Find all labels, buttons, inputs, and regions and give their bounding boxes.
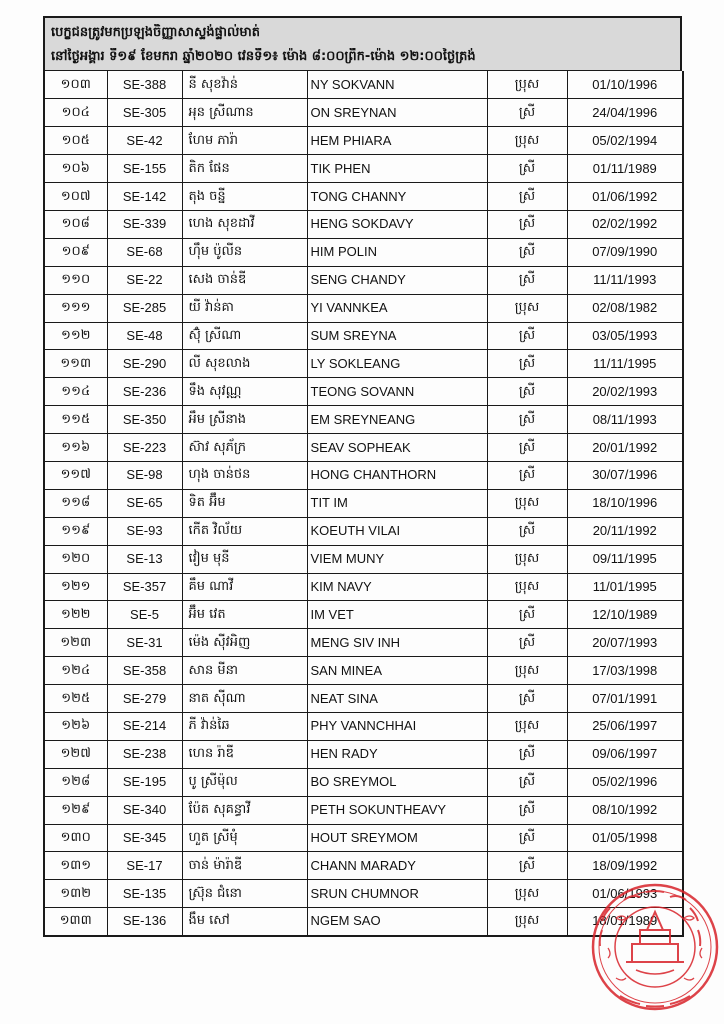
name-latin: CHANN MARADY [307,852,487,880]
candidate-code: SE-290 [107,350,182,378]
row-index: ១០៧ [44,183,107,211]
name-latin: IM VET [307,601,487,629]
name-khmer: បូ ស្រីម៉ុល [182,768,307,796]
sex: ស្រី [487,322,567,350]
table-row [44,712,683,740]
candidate-code: SE-22 [107,266,182,294]
date-of-birth: 01/06/1993 [567,880,683,908]
row-index: ១២៥ [44,685,107,713]
candidate-code: SE-357 [107,573,182,601]
date-of-birth: 18/09/1992 [567,852,683,880]
name-khmer: កើត វិល័យ [182,517,307,545]
name-khmer: ម៉េង ស៊ីវអិញ [182,629,307,657]
candidate-code: SE-238 [107,740,182,768]
date-of-birth: 01/06/1992 [567,183,683,211]
name-latin: HONG CHANTHORN [307,461,487,489]
row-index: ១៣១ [44,852,107,880]
date-of-birth: 05/02/1996 [567,768,683,796]
name-khmer: គឹម ណាវី [182,573,307,601]
row-index: ១២០ [44,545,107,573]
name-khmer: ប៉ែត សុគន្ធាវី [182,796,307,824]
row-index: ១១២ [44,322,107,350]
name-khmer: ហែម ភារ៉ា [182,127,307,155]
row-index: ១២១ [44,573,107,601]
sex: ស្រី [487,434,567,462]
name-latin: SAN MINEA [307,657,487,685]
candidate-code: SE-214 [107,712,182,740]
date-of-birth: 20/01/1992 [567,434,683,462]
table-row [44,99,683,127]
name-latin: BO SREYMOL [307,768,487,796]
sex: ប្រុស [487,545,567,573]
date-of-birth: 30/07/1996 [567,461,683,489]
name-khmer: ហ៊ឹម ប៉ូលីន [182,238,307,266]
sex: ស្រី [487,796,567,824]
name-khmer: ចាន់ ម៉ារ៉ាឌី [182,852,307,880]
sex: ប្រុស [487,573,567,601]
name-latin: KOEUTH VILAI [307,517,487,545]
row-index: ១០៦ [44,155,107,183]
name-khmer: ស្រ៊ុន ជំនោ [182,880,307,908]
date-of-birth: 20/02/1993 [567,378,683,406]
sex: ស្រី [487,378,567,406]
name-latin: HEM PHIARA [307,127,487,155]
name-latin: SUM SREYNA [307,322,487,350]
name-khmer: ស៊ាវ សុភ័ក្រ [182,434,307,462]
table-row [44,824,683,852]
title-line-1: បេក្ខជនត្រូវមកប្រឡងចិញ្ញាសាស្ទង់ផ្ទាល់មាត់ [51,25,261,40]
name-khmer: ហួត ស្រីមុំ [182,824,307,852]
date-of-birth: 20/11/1992 [567,517,683,545]
row-index: ១២៩ [44,796,107,824]
table-row [44,629,683,657]
sex: ស្រី [487,629,567,657]
candidate-table-body [44,71,683,936]
name-latin: NGEM SAO [307,908,487,936]
row-index: ១០៣ [44,71,107,99]
row-index: ១១៨ [44,489,107,517]
name-khmer: វៀម មុនី [182,545,307,573]
date-of-birth: 17/03/1998 [567,657,683,685]
name-latin: HOUT SREYMOM [307,824,487,852]
sex: ស្រី [487,601,567,629]
table-row [44,294,683,322]
name-latin: TONG CHANNY [307,183,487,211]
candidate-table [43,71,684,937]
table-row [44,796,683,824]
sex: ស្រី [487,155,567,183]
date-of-birth: 05/02/1994 [567,127,683,155]
name-khmer: ស៊ុំ ស្រីណា [182,322,307,350]
name-khmer: យី វ៉ាន់គា [182,294,307,322]
date-of-birth: 24/04/1996 [567,99,683,127]
candidate-code: SE-388 [107,71,182,99]
name-latin: PHY VANNCHHAI [307,712,487,740]
sex: ស្រី [487,768,567,796]
row-index: ១០៩ [44,238,107,266]
row-index: ១០៤ [44,99,107,127]
row-index: ១១១ [44,294,107,322]
date-of-birth: 25/06/1997 [567,712,683,740]
date-of-birth: 01/11/1989 [567,155,683,183]
table-row [44,406,683,434]
candidate-code: SE-305 [107,99,182,127]
candidate-code: SE-223 [107,434,182,462]
sex: ស្រី [487,852,567,880]
candidate-code: SE-236 [107,378,182,406]
name-khmer: អុន ស្រីណាន [182,99,307,127]
name-latin: EM SREYNEANG [307,406,487,434]
date-of-birth: 07/01/1991 [567,685,683,713]
date-of-birth: 20/07/1993 [567,629,683,657]
table-row [44,573,683,601]
name-khmer: សាន មីនា [182,657,307,685]
name-khmer: តុង ចន្នី [182,183,307,211]
table-row [44,461,683,489]
sex: ប្រុស [487,294,567,322]
sex: ស្រី [487,99,567,127]
date-of-birth: 07/09/1990 [567,238,683,266]
candidate-code: SE-42 [107,127,182,155]
name-khmer: តិក ផែន [182,155,307,183]
row-index: ១១៥ [44,406,107,434]
row-index: ១២៦ [44,712,107,740]
row-index: ១២៧ [44,740,107,768]
row-index: ១៣៣ [44,908,107,936]
candidate-code: SE-155 [107,155,182,183]
row-index: ១១៣ [44,350,107,378]
row-index: ១២៨ [44,768,107,796]
table-row [44,155,683,183]
table-row [44,852,683,880]
name-latin: SEAV SOPHEAK [307,434,487,462]
date-of-birth: 11/11/1993 [567,266,683,294]
sex: ប្រុស [487,712,567,740]
name-khmer: អឹម ស្រីនាង [182,406,307,434]
row-index: ១២៤ [44,657,107,685]
name-latin: PETH SOKUNTHEAVY [307,796,487,824]
candidate-code: SE-31 [107,629,182,657]
candidate-code: SE-93 [107,517,182,545]
sex: ប្រុស [487,71,567,99]
date-of-birth: 08/10/1992 [567,796,683,824]
table-row [44,768,683,796]
name-khmer: ហេង សុខដាវី [182,210,307,238]
name-khmer: នាត ស៊ីណា [182,685,307,713]
candidate-code: SE-279 [107,685,182,713]
date-of-birth: 03/05/1993 [567,322,683,350]
table-row [44,685,683,713]
table-row [44,378,683,406]
sex: ស្រី [487,517,567,545]
candidate-code: SE-5 [107,601,182,629]
name-latin: SRUN CHUMNOR [307,880,487,908]
name-latin: HIM POLIN [307,238,487,266]
date-of-birth: 01/05/1998 [567,824,683,852]
name-latin: TIT IM [307,489,487,517]
sex: ប្រុស [487,489,567,517]
name-latin: VIEM MUNY [307,545,487,573]
sex: ស្រី [487,406,567,434]
name-khmer: ហុង ចាន់ថន [182,461,307,489]
date-of-birth: 02/08/1982 [567,294,683,322]
table-row [44,657,683,685]
date-of-birth: 09/11/1995 [567,545,683,573]
name-latin: HENG SOKDAVY [307,210,487,238]
row-index: ១០៨ [44,210,107,238]
candidate-code: SE-340 [107,796,182,824]
row-index: ១១៧ [44,461,107,489]
row-index: ១១៤ [44,378,107,406]
date-of-birth: 11/01/1995 [567,573,683,601]
row-index: ១១០ [44,266,107,294]
date-of-birth: 18/10/1996 [567,489,683,517]
name-latin: YI VANNKEA [307,294,487,322]
name-latin: LY SOKLEANG [307,350,487,378]
candidate-code: SE-13 [107,545,182,573]
table-row [44,127,683,155]
date-of-birth: 01/10/1996 [567,71,683,99]
name-khmer: លី សុខលាង [182,350,307,378]
date-of-birth: 02/02/1992 [567,210,683,238]
sex: ប្រុស [487,880,567,908]
sex: ប្រុស [487,657,567,685]
candidate-code: SE-136 [107,908,182,936]
sex: ស្រី [487,461,567,489]
table-row [44,238,683,266]
sex: ស្រី [487,238,567,266]
sex: ស្រី [487,740,567,768]
candidate-code: SE-48 [107,322,182,350]
name-latin: HEN RADY [307,740,487,768]
sex: ស្រី [487,350,567,378]
table-row [44,545,683,573]
name-khmer: សេង ចាន់ឌី [182,266,307,294]
name-khmer: អ៊ឹម វេត [182,601,307,629]
title-line-2: នៅថ្ងៃអង្គារ ទី១៩ ខែមករា ឆ្នាំ២០២០ វេនទី១៖ ម៉ោង ៨:០០ព្រឹក-ម៉ោង ១២:០០ថ្ងៃត្រង់ [51,49,476,64]
row-index: ១២៣ [44,629,107,657]
name-latin: TIK PHEN [307,155,487,183]
table-row [44,434,683,462]
name-latin: NEAT SINA [307,685,487,713]
name-latin: NY SOKVANN [307,71,487,99]
table-row [44,266,683,294]
candidate-code: SE-17 [107,852,182,880]
candidate-code: SE-135 [107,880,182,908]
candidate-code: SE-68 [107,238,182,266]
candidate-code: SE-339 [107,210,182,238]
table-row [44,601,683,629]
table-row [44,183,683,211]
row-index: ១៣០ [44,824,107,852]
table-row [44,210,683,238]
name-latin: TEONG SOVANN [307,378,487,406]
row-index: ១១៩ [44,517,107,545]
table-row [44,517,683,545]
row-index: ១០៥ [44,127,107,155]
candidate-code: SE-285 [107,294,182,322]
title-banner [43,16,682,71]
name-khmer: នី សុខវ៉ាន់ [182,71,307,99]
name-khmer: ភី វ៉ាន់ឆៃ [182,712,307,740]
sex: ប្រុស [487,127,567,155]
row-index: ១២២ [44,601,107,629]
name-latin: MENG SIV INH [307,629,487,657]
date-of-birth: 12/10/1989 [567,601,683,629]
name-khmer: ហេន រ៉ាឌី [182,740,307,768]
sex: ស្រី [487,210,567,238]
table-row [44,740,683,768]
name-latin: ON SREYNAN [307,99,487,127]
sex: ស្រី [487,266,567,294]
table-row [44,489,683,517]
name-khmer: ទិត អ៊ឹម [182,489,307,517]
sex: ស្រី [487,824,567,852]
name-khmer: ទឹង សុវណ្ណ [182,378,307,406]
candidate-code: SE-98 [107,461,182,489]
sex: ប្រុស [487,908,567,936]
candidate-code: SE-195 [107,768,182,796]
table-row [44,71,683,99]
date-of-birth: 18/01/1989 [567,908,683,936]
date-of-birth: 08/11/1993 [567,406,683,434]
name-khmer: ងឹម សៅ [182,908,307,936]
date-of-birth: 09/06/1997 [567,740,683,768]
candidate-code: SE-358 [107,657,182,685]
sex: ស្រី [487,685,567,713]
official-seal [586,878,724,1016]
name-latin: SENG CHANDY [307,266,487,294]
name-latin: KIM NAVY [307,573,487,601]
row-index: ១១៦ [44,434,107,462]
candidate-code: SE-65 [107,489,182,517]
candidate-code: SE-345 [107,824,182,852]
row-index: ១៣២ [44,880,107,908]
sex: ស្រី [487,183,567,211]
table-row [44,350,683,378]
date-of-birth: 11/11/1995 [567,350,683,378]
candidate-code: SE-350 [107,406,182,434]
table-row [44,322,683,350]
candidate-code: SE-142 [107,183,182,211]
